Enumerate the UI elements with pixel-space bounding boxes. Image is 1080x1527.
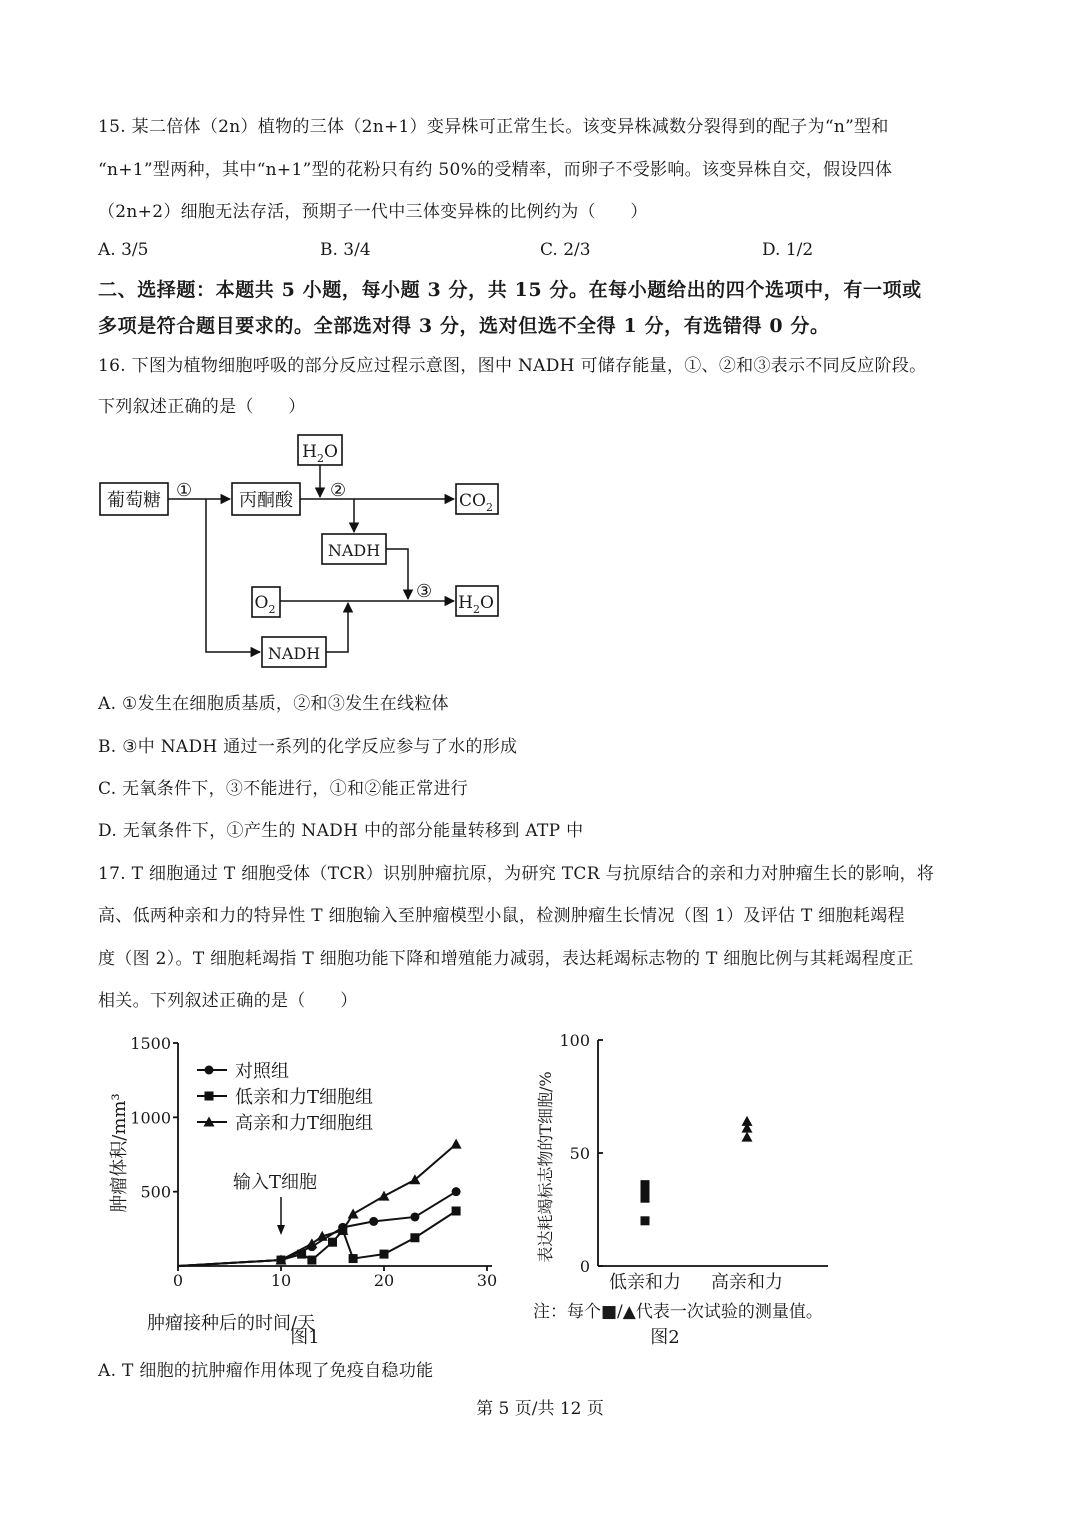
page-footer: 第 5 页/共 12 页 (476, 1399, 604, 1419)
q16-line-1: 16. 下图为植物细胞呼吸的部分反应过程示意图，图中 NADH 可储存能量，①、②和③表示不同反应阶段。 (98, 356, 927, 376)
figure-2-chart (525, 1025, 865, 1355)
q15-option-a: A. 3/5 (98, 240, 149, 260)
fig2-y-tick-label: 50 (569, 1144, 590, 1163)
fig1-legend-label-3: 高亲和力T细胞组 (235, 1113, 374, 1134)
glucose-label: 葡萄糖 (107, 490, 161, 511)
fig1-series-1-point (369, 1217, 378, 1226)
q15-option-d: D. 1/2 (762, 240, 814, 260)
water-in-label: $H_2O$ (302, 442, 338, 465)
q17-option-a: A. T 细胞的抗肿瘤作用体现了免疫自稳功能 (98, 1361, 434, 1381)
water-out-label: $H_2O$ (458, 593, 494, 616)
nadh-top-label: NADH (327, 541, 381, 560)
fig1-series-2-point (328, 1238, 337, 1247)
fig1-series-1-point (410, 1212, 419, 1221)
fig1-series-2-point (307, 1256, 316, 1265)
fig1-series-2-point (349, 1254, 358, 1263)
fig1-legend-marker-2 (205, 1092, 214, 1101)
q16-option-c: C. 无氧条件下，③不能进行，①和②能正常进行 (98, 779, 469, 799)
pyruvate-label: 丙酮酸 (239, 490, 293, 511)
fig1-y-tick-label: 1000 (130, 1108, 171, 1128)
q16-option-a: A. ①发生在细胞质基质，②和③发生在线粒体 (98, 694, 449, 714)
q16-option-b: B. ③中 NADH 通过一系列的化学反应参与了水的形成 (98, 737, 518, 757)
nadh-bottom-label: NADH (267, 644, 321, 663)
fig1-annotation-arrowhead (277, 1225, 285, 1235)
fig2-data-point (641, 1216, 650, 1225)
q15-line-3: （2n+2）细胞无法存活，预期子一代中三体变异株的比例约为（ ） (98, 202, 648, 222)
fig1-x-tick-label: 0 (172, 1271, 184, 1290)
fig1-series-2-point (452, 1206, 461, 1215)
fig1-title: 图1 (290, 1327, 320, 1348)
fig1-ylabel: 肿瘤体积/mm³ (109, 1093, 130, 1213)
fig2-ylabel: 表达耗竭标志物的T细胞/% (536, 1071, 555, 1263)
q17-line-2: 高、低两种亲和力的特异性 T 细胞输入至肿瘤模型小鼠，检测肿瘤生长情况（图 1）及评估 T 细胞耗竭程 (98, 906, 905, 926)
fig1-series-3-point (348, 1208, 359, 1218)
step-2-label: ② (330, 480, 347, 501)
arrow-to-nadh-bottom (206, 499, 260, 652)
q17-line-3: 度（图 2）。T 细胞耗竭指 T 细胞功能下降和增殖能力减弱，表达耗竭标志物的 T 细胞比例与其耗竭程度正 (98, 949, 914, 969)
fig2-title: 图2 (650, 1327, 680, 1348)
fig2-data-point (641, 1194, 650, 1203)
arrow-nadh-top-to-step3 (386, 549, 408, 599)
fig2-y-tick-label: 0 (579, 1257, 590, 1276)
o2-label: $O_2$ (254, 593, 276, 616)
fig2-y-tick-label: 100 (559, 1031, 590, 1050)
co2-label: $CO_2$ (459, 491, 493, 514)
q16-option-d: D. 无氧条件下，①产生的 NADH 中的部分能量转移到 ATP 中 (98, 821, 584, 841)
fig1-x-tick-label: 30 (476, 1271, 498, 1290)
fig2-category-label: 高亲和力 (711, 1272, 783, 1293)
q17-line-1: 17. T 细胞通过 T 细胞受体（TCR）识别肿瘤抗原，为研究 TCR 与抗原结合的亲和力对肿瘤生长的影响，将 (98, 864, 935, 884)
q15-option-c: C. 2/3 (540, 240, 591, 260)
section-heading-line-2: 多项是符合题目要求的。全部选对得 3 分，选对但选不全得 1 分，有选错得 0 分。 (98, 315, 830, 337)
fig2-note: 注：每个■/▲代表一次试验的测量值。 (533, 1302, 823, 1322)
respiration-diagram (0, 425, 1080, 685)
step-1-label: ① (176, 480, 193, 501)
q16-line-2: 下列叙述正确的是（ ） (98, 397, 306, 417)
figure-1-chart (95, 1025, 515, 1355)
fig1-x-tick-label: 20 (373, 1271, 395, 1290)
q15-line-2: “n+1”型两种，其中“n+1”型的花粉只有约 50%的受精率，而卵子不受影响。该变异株自交，假设四体 (98, 160, 893, 180)
fig1-x-tick-label: 10 (270, 1271, 292, 1290)
fig1-series-2-point (410, 1233, 419, 1242)
fig1-annotation: 输入T细胞 (232, 1172, 318, 1193)
fig1-series-3-point (451, 1139, 462, 1149)
fig1-series-3-point (379, 1191, 390, 1201)
fig2-category-label: 低亲和力 (609, 1272, 681, 1293)
fig1-y-tick-label: 1500 (130, 1034, 171, 1053)
fig1-legend-label-1: 对照组 (235, 1061, 289, 1082)
step-3-label: ③ (416, 581, 433, 602)
arrow-nadh-bottom-up (326, 603, 348, 652)
fig1-legend-marker-1 (205, 1066, 214, 1075)
fig1-series-1-point (452, 1187, 461, 1196)
fig2-data-point (742, 1132, 753, 1142)
section-heading-line-1: 二、选择题：本题共 5 小题，每小题 3 分，共 15 分。在每小题给出的四个选项中，有一项或 (98, 279, 922, 301)
fig1-series-2-point (380, 1250, 389, 1259)
q15-option-b: B. 3/4 (320, 240, 371, 260)
fig1-legend-label-2: 低亲和力T细胞组 (235, 1087, 374, 1108)
q15-line-1: 15. 某二倍体（2n）植物的三体（2n+1）变异株可正常生长。该变异株减数分裂得到的配子为“n”型和 (98, 117, 889, 137)
q17-line-4: 相关。下列叙述正确的是（ ） (98, 991, 358, 1011)
fig1-xlabel: 肿瘤接种后的时间/天 (146, 1313, 316, 1334)
fig1-y-tick-label: 500 (140, 1182, 171, 1202)
